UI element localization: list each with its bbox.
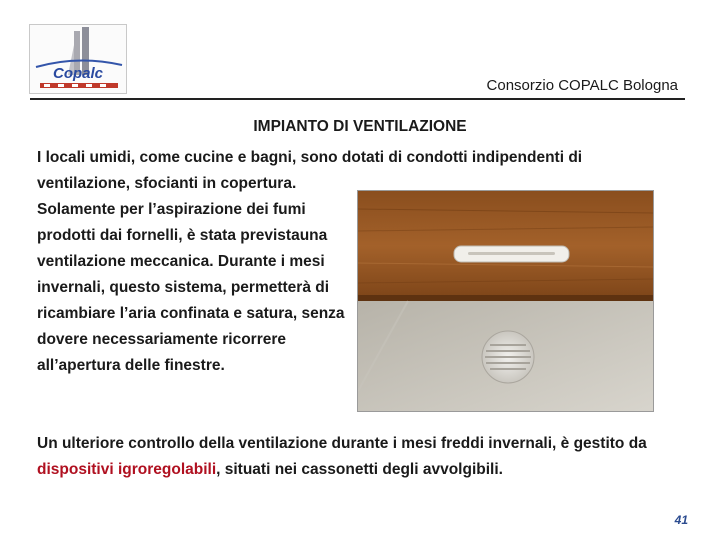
organization-name: Consorzio COPALC Bologna [486,77,678,94]
paragraph-hygro-devices [37,431,687,483]
logo-graphic [30,25,126,93]
slide-title: IMPIANTO DI VENTILAZIONE [253,118,467,135]
paragraph-mechanical-ventilation: Solamente per l’aspirazione dei fumi prodotti dai fornelli, è stata previstauna ventilazione meccanica. Durante i mesi invernali, questo sistema, permetterà di ricambiare l’aria confinata e satura, senza dovere necessariamente ricorrere all’apertura delle finestre. [37,201,345,374]
paragraph-intro: I locali umidi, come cucine e bagni, sono dotati di condotti indipendenti di ventilazione, sfocianti in copertura. [37,149,583,192]
paragraph3-text-after: , situati nei cassonetti degli avvolgibili. [216,461,503,478]
paragraph3-text-before: Un ulteriore controllo della ventilazione durante i mesi freddi invernali, è gestito da [37,435,647,452]
logo-wordmark: Copalc [52,65,104,82]
vent-illustration [358,191,654,412]
page-number: 41 [674,513,688,527]
header-divider [30,98,685,100]
copalc-logo [29,24,127,94]
ventilation-photo [357,190,654,412]
highlighted-term: dispositivi igroregolabili [37,461,217,478]
